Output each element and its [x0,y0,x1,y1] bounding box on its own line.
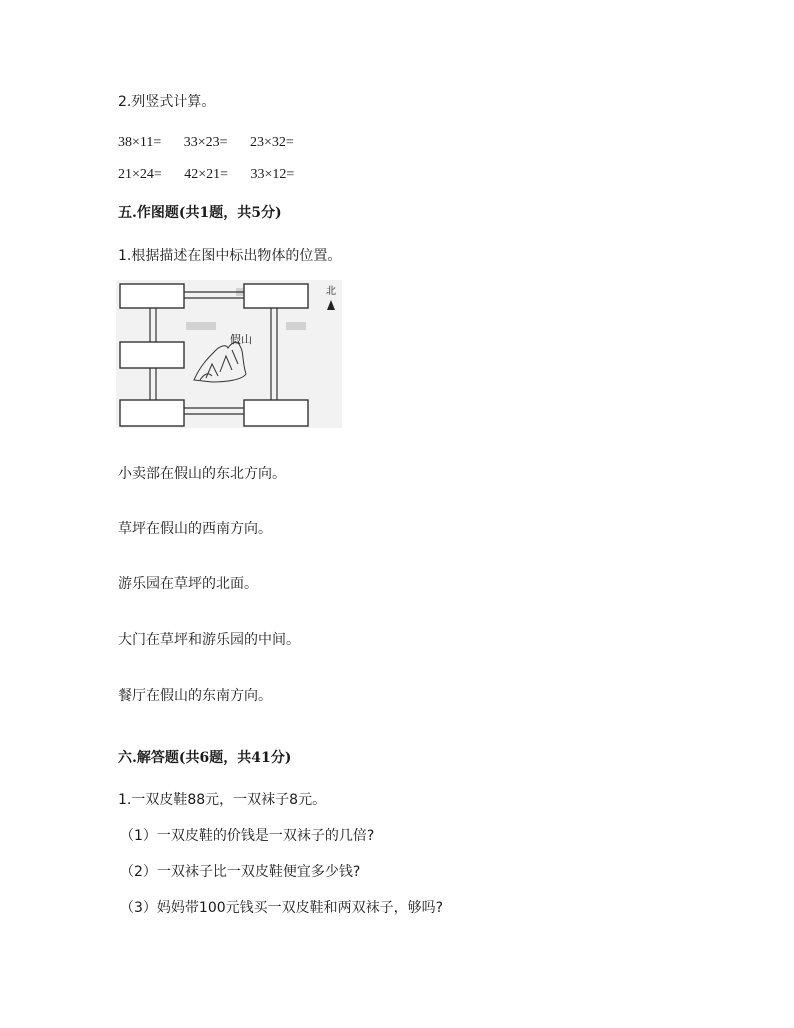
hill-label: 假山 [230,333,252,346]
calc-item: 21×24= [118,167,162,182]
statement-2: 草坪在假山的西南方向。 [118,521,272,537]
map-box-top-right [244,284,308,308]
map-box-middle-left [120,342,184,368]
map-diagram [116,280,342,428]
calc-item: 33×12= [250,167,295,182]
sub-question-3: （3）妈妈带100元钱买一双皮鞋和两双袜子，够吗? [120,900,444,916]
calc-item: 38×11= [118,135,162,150]
section-6-question: 1.一双皮鞋88元，一双袜子8元。 [118,792,327,808]
compass-label: 北 [326,286,336,297]
map-box-bottom-left [120,400,184,426]
section-6-heading: 六.解答题(共6题，共41分) [118,750,292,766]
calc-row-2 [118,164,312,185]
section-5-heading: 五.作图题(共1题，共5分) [118,205,282,221]
calc-row-1 [118,132,312,153]
statement-4: 大门在草坪和游乐园的中间。 [118,632,300,648]
statement-1: 小卖部在假山的东北方向。 [118,466,286,482]
calc-item: 42×21= [184,167,229,182]
sub-question-1: （1）一双皮鞋的价钱是一双袜子的几倍? [120,828,375,844]
sub-question-2: （2）一双袜子比一双皮鞋便宜多少钱? [120,864,361,880]
statement-3: 游乐园在草坪的北面。 [118,576,258,592]
calc-item: 33×23= [183,135,228,150]
map-box-bottom-right [244,400,308,426]
map-figure [116,280,342,428]
map-box-top-left [120,284,184,308]
section-5-question: 1.根据描述在图中标出物体的位置。 [118,248,342,264]
calc-item: 23×32= [249,135,294,150]
calc-title: 2.列竖式计算。 [118,94,216,110]
statement-5: 餐厅在假山的东南方向。 [118,688,272,704]
